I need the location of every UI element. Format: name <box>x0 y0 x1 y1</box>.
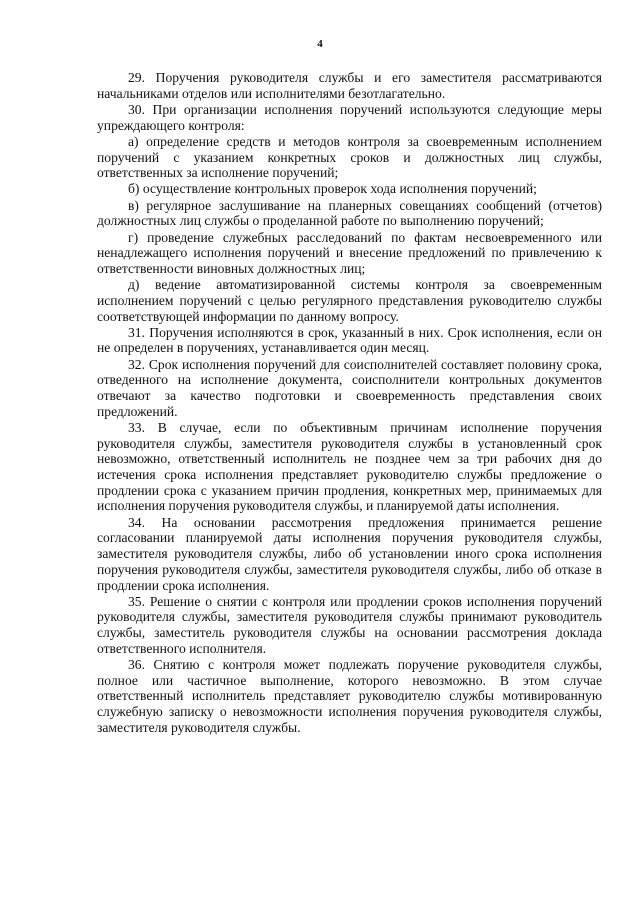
paragraph-30-b: б) осуществление контрольных проверок хода исполнения поручений; <box>128 181 537 197</box>
paragraph-35: 35. Решение о снятии с контроля или продлении сроков исполнения поручений руководителя службы, заместителя руководителя службы принимают руководитель службы, заместитель руководителя службы на основании рассмотрения доклада ответственного исполнителя. <box>97 593 602 656</box>
paragraph-31: 31. Поручения исполняются в срок, указанный в них. Срок исполнения, если он не определен в поручениях, устанавливается один месяц. <box>97 324 602 356</box>
paragraph-36: 36. Снятию с контроля может подлежать поручение руководителя службы, полное или частичное выполнение, которого невозможно. В этом случае ответственный исполнитель представляет руководителю службы мотивированную служебную записку о невозможности исполнения поручения руководителя службы, заместителя руководителя службы. <box>97 657 602 735</box>
paragraph-30: 30. При организации исполнения поручений используются следующие меры упреждающего контроля: <box>97 101 602 133</box>
paragraph-34: 34. На основании рассмотрения предложения принимается решение согласовании планируемой даты исполнения поручения руководителя службы, заместителя руководителя службы, либо об установлении иного срока исполнения поручения руководителя службы, заместителя руководителя службы, либо об отказе в продлении срока исполнения. <box>97 514 602 593</box>
paragraph-29: 29. Поручения руководителя службы и его заместителя рассматриваются начальниками отделов или исполнителями безотлагательно. <box>97 70 602 101</box>
paragraph-30-a: а) определение средств и методов контроля за своевременным исполнением поручений с указанием конкретных сроков и должностных лиц службы, ответственных за исполнение поручений; <box>97 133 602 181</box>
paragraph-30-g: г) проведение служебных расследований по фактам несвоевременного или ненадлежащего исполнения поручений и внесение предложений по привлечению к ответственности виновных должностных лиц; <box>97 229 602 276</box>
paragraph-30-d: д) ведение автоматизированной системы контроля за своевременным исполнением поручений с целью регулярного представления руководителю службы соответствующей информации по данному вопросу. <box>97 277 602 324</box>
paragraph-33: 33. В случае, если по объективным причинам исполнение поручения руководителя службы, заместителя руководителя службы в установленный срок невозможно, ответственный исполнитель не позднее чем за три рабочих дня до истечения срока исполнения представляет руководителю службы предложение о продлении срока с указанием причин продления, конкретных мер, принимаемых для исполнения поручения руководителя службы, и планируемой даты исполнения. <box>97 419 602 514</box>
paragraph-30-v: в) регулярное заслушивание на планерных совещаниях сообщений (отчетов) должностных лиц службы о проделанной работе по выполнению поручений; <box>97 197 602 229</box>
paragraph-32: 32. Срок исполнения поручений для соисполнителей составляет половину срока, отведенного на исполнение документа, соисполнители контрольных документов отвечают за качество подготовки и своевременность представления своих предложений. <box>97 356 602 419</box>
page-number: 4 <box>317 38 323 50</box>
document-body <box>97 70 602 736</box>
